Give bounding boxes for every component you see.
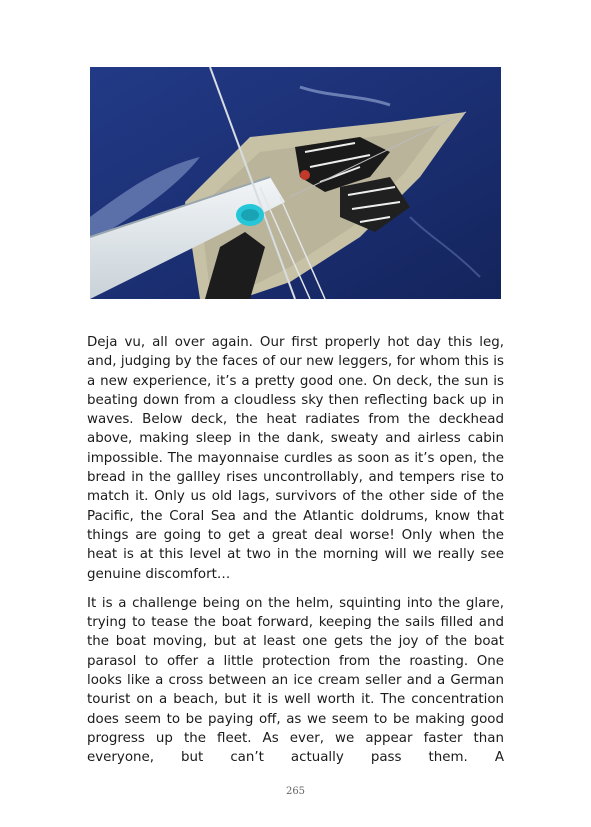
- body-text: [87, 333, 504, 778]
- paragraph-2: It is a challenge being on the helm, squinting into the glare, trying to tease the boat forward, keeping the sails filled and the boat moving, but at least one gets the joy of the boat parasol to offer a little protection from the roasting. One looks like a cross between an ice cream seller and a German tourist on a beach, but it is well worth it. The concentration does seem to be paying off, as we seem to be making good progress up the fleet. As ever, we appear faster than everyone, but can’t actually pass them. A: [87, 595, 504, 766]
- paragraph-1: Deja vu, all over again. Our first properly hot day this leg, and, judging by the faces of our new leggers, for whom this is a new experience, it’s a pretty good one. On deck, the sun is beating down from a cloudless sky then reflecting back up in waves. Below deck, the heat radiates from the deckhead above, making sleep in the dank, sweaty and airless cabin impossible. The mayonnaise curdles as soon as it’s open, the bread in the gallley rises uncontrollably, and tempers rise to match it. Only us old lags, survivors of the other side of the Pacific, the Coral Sea and the Atlantic doldrums, know that things are going to get a great deal worse! Only when the heat is at this level at two in the morning will we really see genuine discomfort…: [87, 335, 504, 582]
- yacht-aerial-photo: [90, 67, 501, 299]
- yacht-photo-illustration: [90, 67, 501, 299]
- page-number: 265: [285, 786, 306, 797]
